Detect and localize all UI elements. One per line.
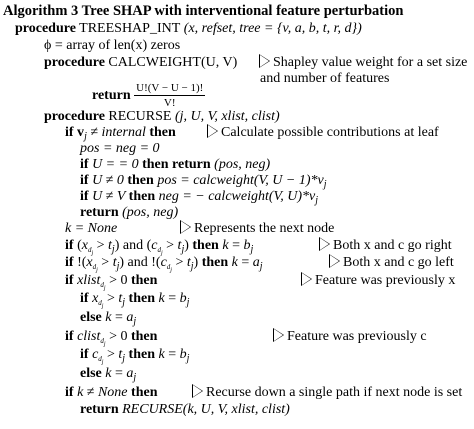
comment-both-left: Both x and c go left [330,254,454,271]
comment-clist: Feature was previously c [274,328,427,345]
comment-calcweight: Shapley value weight for a set size [260,54,467,71]
keyword-procedure: procedure [44,109,105,124]
comment-triangle-icon [181,220,194,237]
procedure-treeshap-int [15,20,362,37]
if-xlist: if xlist$_{d_j}$ > 0 then [65,273,158,292]
if-c-right: if $c_{d_j} > t_j$ then $k = b_j$ [80,347,190,366]
procedure-args: (j, U, V, xlist, clist) [171,109,280,124]
comment-triangle-icon [208,124,221,141]
phi-definition: ϕ = array of len(x) zeros [44,38,181,53]
procedure-name: CALCWEIGHT(U, V) [108,55,238,70]
procedure-args: (x, refset, tree = {v, a, b, t, r, d}) [180,21,362,36]
final-return: return RECURSE(k, U, V, xlist, clist) [80,402,290,417]
fraction-denominator: V! [163,97,176,109]
comment-both-right: Both x and c go right [320,237,452,254]
weight-fraction [134,82,205,109]
procedure-calcweight [44,54,237,71]
if-u-not-v: if U ≠ V then neg = − calcweight(V, $U)*v_j$ [80,189,319,206]
comment-triangle-icon [320,237,333,254]
comment-triangle-icon [260,54,273,71]
keyword-return: return [92,88,131,103]
procedure-name: RECURSE [108,109,172,124]
if-not-internal: if $v_j$ ≠ internal then [65,125,176,142]
if-clist: if clist$_{d_j}$ > 0 then [65,329,158,348]
if-u-nonzero: if U ≠ 0 then pos = calcweight(V, $U - 1)*v_j$ [80,173,327,190]
return-weight [92,82,205,110]
keyword-procedure: procedure [44,55,105,70]
k-none: k = None [65,221,118,236]
comment-xlist: Feature was previously x [302,272,455,289]
comment-triangle-icon [274,328,287,345]
else-c-left: else $k = a_j$ [80,366,137,383]
comment-leaf: Calculate possible contributions at leaf [208,124,439,141]
if-x-right: if $x_{d_j} > t_j$ then $k = b_j$ [80,291,190,310]
procedure-recurse [44,108,280,125]
comment-triangle-icon [330,254,343,271]
comment-triangle-icon [193,384,206,401]
pos-neg-init: pos = neg = 0 [80,141,160,156]
comment-calcweight-line2: and number of features [260,71,390,86]
algorithm-title: Algorithm 3 Tree SHAP with interventional feature perturbation [3,3,404,19]
comment-recurse: Recurse down a single path if next node is set [193,384,462,401]
if-k-set: if k ≠ None then [65,385,158,400]
comment-next-node: Represents the next node [181,220,334,237]
if-both-left: if $!(x_{d_j} > t_j)$ and $!(c_{d_j} > t_j)$ then $k = a_j$ [65,255,263,274]
keyword-procedure: procedure [15,21,76,36]
if-both-right: if $(x_{d_j} > t_j)$ and $(c_{d_j} > t_j)$ then $k = b_j$ [65,238,254,257]
else-x-left: else $k = a_j$ [80,310,137,327]
return-pos-neg: return (pos, neg) [80,205,179,220]
procedure-name: TREESHAP_INT [79,21,181,36]
fraction-numerator: U!(V − U − 1)! [136,82,204,94]
if-u-zero: if U = = 0 then return (pos, neg) [80,157,271,172]
comment-triangle-icon [302,272,315,289]
